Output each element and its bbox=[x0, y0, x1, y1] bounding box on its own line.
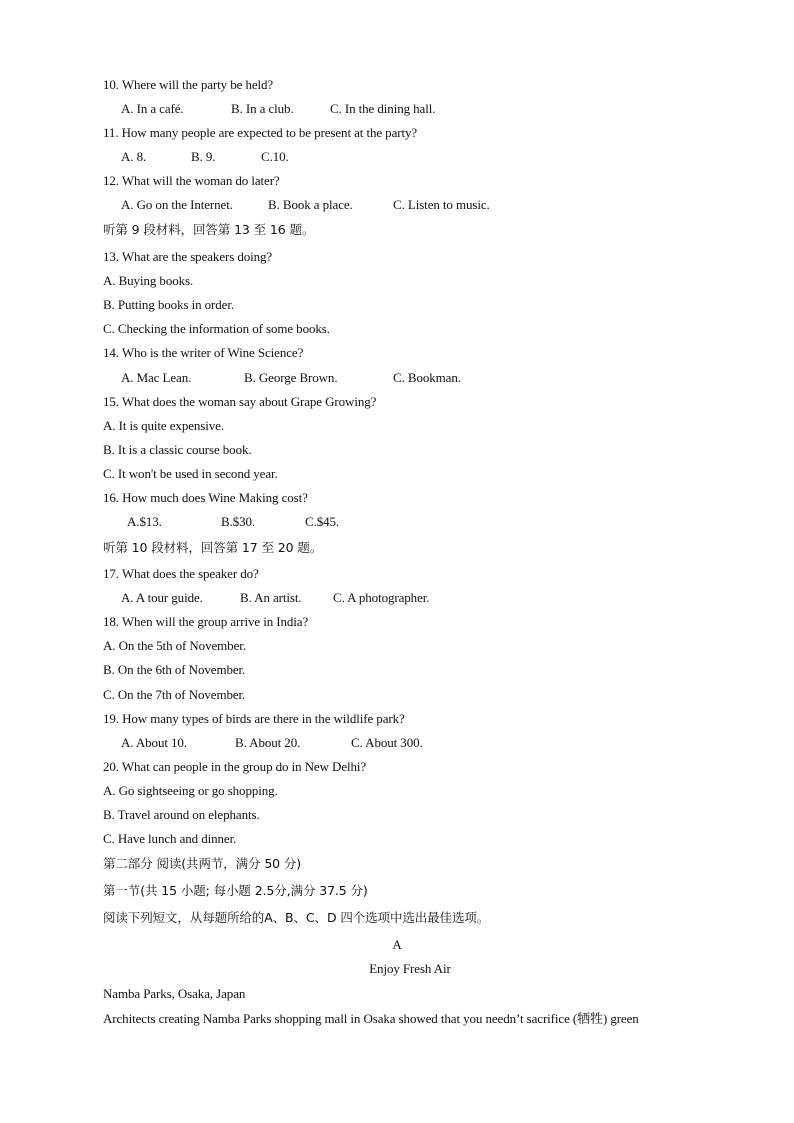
q17-option-b: B. An artist. bbox=[240, 590, 302, 605]
question-16-stem: 16. How much does Wine Making cost? bbox=[103, 490, 308, 505]
q16-option-c: C.$45. bbox=[305, 514, 340, 529]
q13-option-c: C. Checking the information of some books. bbox=[103, 321, 330, 336]
q17-option-a: A. A tour guide. bbox=[121, 590, 203, 605]
q20-option-b: B. Travel around on elephants. bbox=[103, 807, 260, 822]
q16-option-b: B.$30. bbox=[221, 514, 256, 529]
question-17-stem: 17. What does the speaker do? bbox=[103, 566, 259, 581]
section-9-header: 听第 9 段材料，回答第 13 至 16 题。 bbox=[103, 222, 315, 237]
part-2-section-1: 第一节(共 15 小题; 每小题 2.5分,满分 37.5 分) bbox=[103, 883, 368, 898]
q19-option-c: C. About 300. bbox=[351, 735, 423, 750]
q14-option-c: C. Bookman. bbox=[393, 370, 461, 385]
q15-option-a: A. It is quite expensive. bbox=[103, 418, 224, 433]
q18-option-b: B. On the 6th of November. bbox=[103, 662, 246, 677]
q11-option-b: B. 9. bbox=[191, 149, 216, 164]
question-20-stem: 20. What can people in the group do in New Delhi? bbox=[103, 759, 367, 774]
question-14-stem: 14. Who is the writer of Wine Science? bbox=[103, 345, 304, 360]
question-15-stem: 15. What does the woman say about Grape Growing? bbox=[103, 394, 377, 409]
q11-option-c: C.10. bbox=[261, 149, 289, 164]
q20-option-a: A. Go sightseeing or go shopping. bbox=[103, 783, 278, 798]
q14-option-a: A. Mac Lean. bbox=[121, 370, 192, 385]
q15-option-b: B. It is a classic course book. bbox=[103, 442, 252, 457]
q10-option-b: B. In a club. bbox=[231, 101, 294, 116]
q16-option-a: A.$13. bbox=[127, 514, 162, 529]
question-13-stem: 13. What are the speakers doing? bbox=[103, 249, 273, 264]
question-11-stem: 11. How many people are expected to be present at the party? bbox=[103, 125, 418, 140]
q18-option-c: C. On the 7th of November. bbox=[103, 687, 246, 702]
question-19-stem: 19. How many types of birds are there in the wildlife park? bbox=[103, 711, 405, 726]
part-2-title: 第二部分 阅读(共两节，满分 50 分) bbox=[103, 856, 302, 871]
q19-option-a: A. About 10. bbox=[121, 735, 187, 750]
q11-option-a: A. 8. bbox=[121, 149, 147, 164]
q10-option-a: A. In a café. bbox=[121, 101, 184, 116]
q12-option-c: C. Listen to music. bbox=[393, 197, 490, 212]
passage-first-line: Architects creating Namba Parks shopping mall in Osaka showed that you needn’t sacrifice (牺牲) green bbox=[103, 1011, 639, 1026]
q12-option-b: B. Book a place. bbox=[268, 197, 353, 212]
q19-option-b: B. About 20. bbox=[235, 735, 301, 750]
question-12-stem: 12. What will the woman do later? bbox=[103, 173, 280, 188]
passage-place: Namba Parks, Osaka, Japan bbox=[103, 986, 246, 1001]
q20-option-c: C. Have lunch and dinner. bbox=[103, 831, 237, 846]
part-2-instruction: 阅读下列短文，从每题所给的A、B、C、D 四个选项中选出最佳选项。 bbox=[103, 910, 490, 925]
question-10-stem: 10. Where will the party be held? bbox=[103, 77, 274, 92]
q18-option-a: A. On the 5th of November. bbox=[103, 638, 246, 653]
q12-option-a: A. Go on the Internet. bbox=[121, 197, 233, 212]
q13-option-b: B. Putting books in order. bbox=[103, 297, 235, 312]
q17-option-c: C. A photographer. bbox=[333, 590, 430, 605]
section-10-header: 听第 10 段材料，回答第 17 至 20 题。 bbox=[103, 540, 323, 555]
question-18-stem: 18. When will the group arrive in India? bbox=[103, 614, 309, 629]
q15-option-c: C. It won't be used in second year. bbox=[103, 466, 278, 481]
q10-option-c: C. In the dining hall. bbox=[330, 101, 436, 116]
q13-option-a: A. Buying books. bbox=[103, 273, 194, 288]
passage-letter: A bbox=[392, 937, 402, 952]
q14-option-b: B. George Brown. bbox=[244, 370, 338, 385]
passage-title: Enjoy Fresh Air bbox=[369, 961, 451, 976]
